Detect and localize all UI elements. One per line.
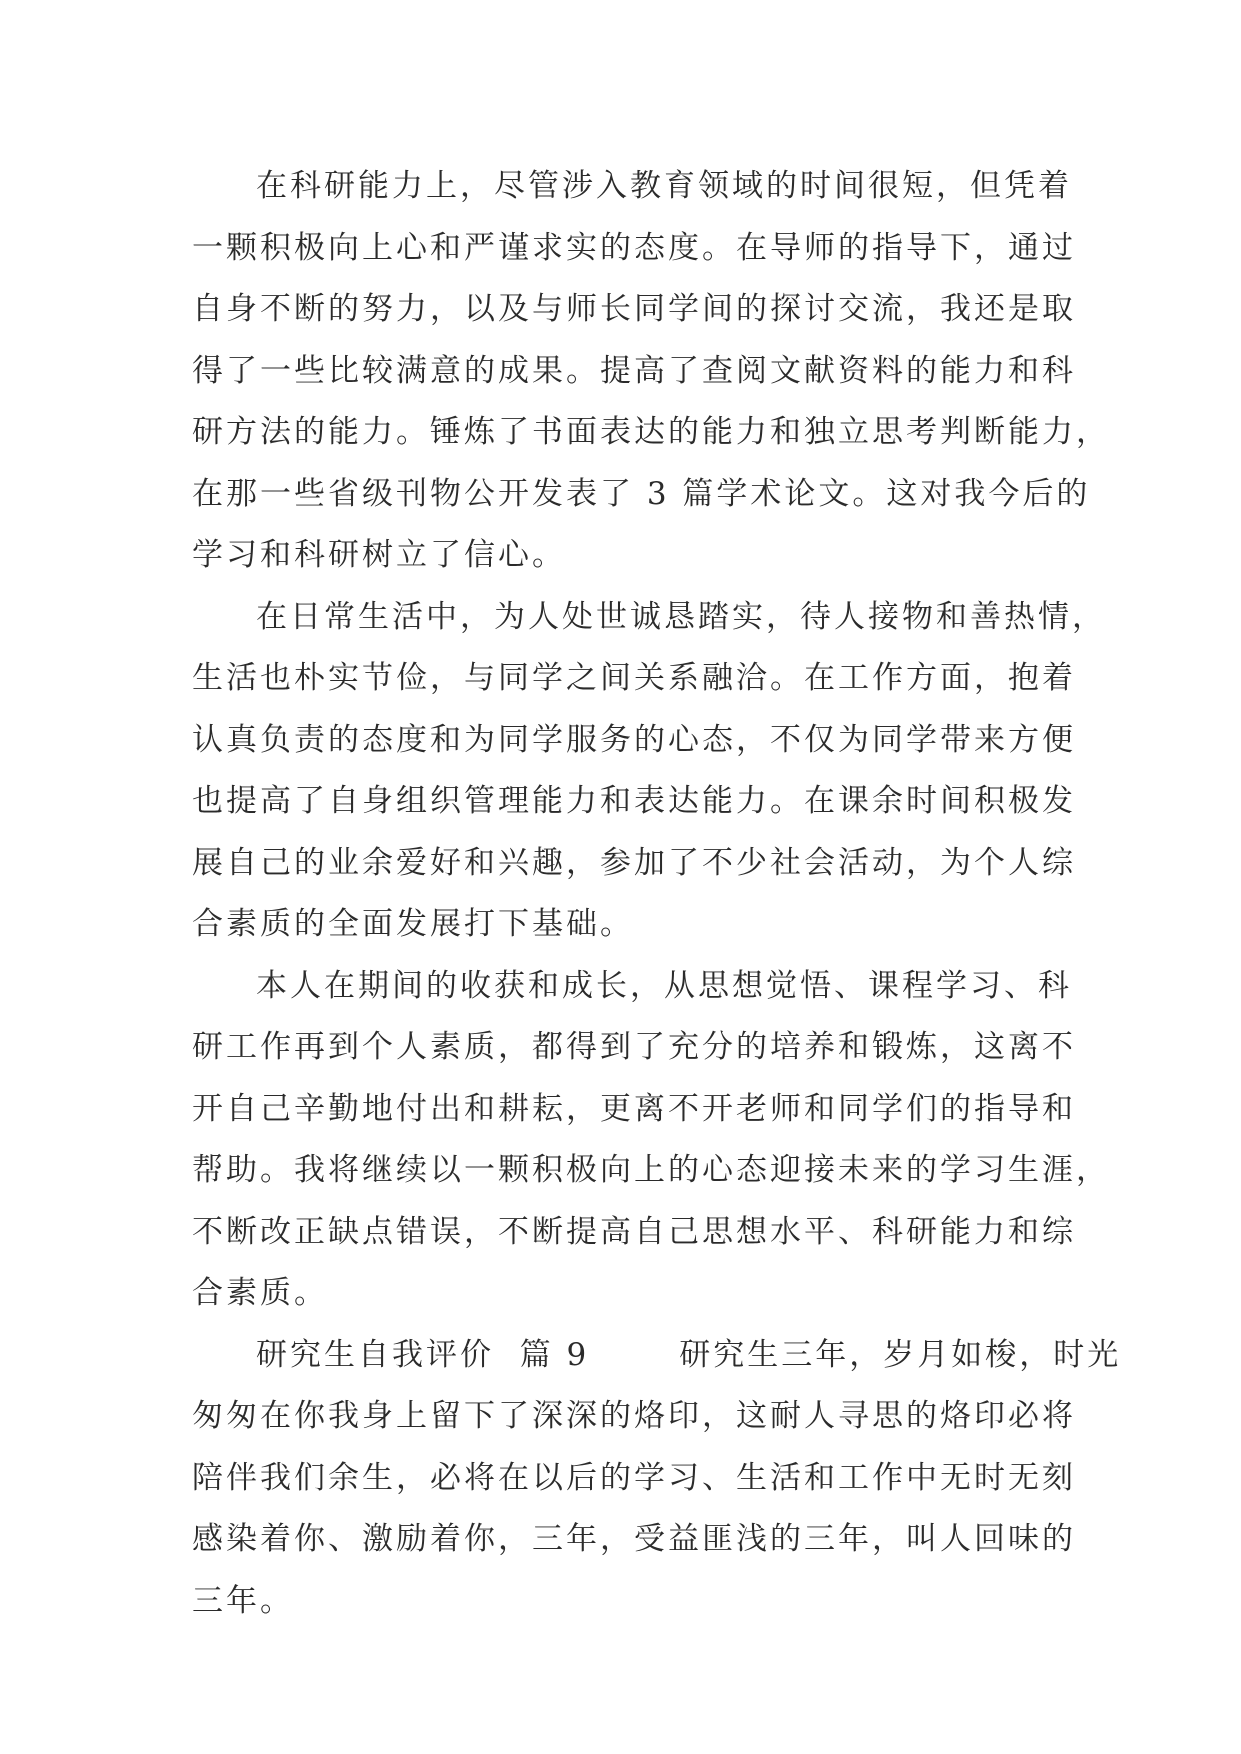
text-line: 在科研能力上，尽管涉入教育领域的时间很短，但凭着 [256,168,1072,204]
text-line: 帮助。我将继续以一颗积极向上的心态迎接未来的学习生涯， [192,1152,1110,1188]
paragraph-daily-life [192,587,1106,956]
text-line: 三年。 [192,1582,294,1619]
text-line: 一颗积极向上心和严谨求实的态度。在导师的指导下，通过 [192,229,1076,266]
paragraph-growth [192,956,1110,1325]
text-line: 得了一些比较满意的成果。提高了查阅文献资料的能力和科 [192,352,1076,389]
paragraph-research-ability [192,156,1110,587]
text-line: 合素质。 [192,1275,328,1311]
text-line: 在那一些省级刊物公开发表了 3 篇学术论文。这对我今后的 [192,475,1091,512]
text-line: 合素质的全面发展打下基础。 [192,906,634,942]
text-line: 不断改正缺点错误，不断提高自己思想水平、科研能力和综 [192,1213,1076,1250]
paragraph-section-9 [192,1325,1122,1633]
text-line: 认真负责的态度和为同学服务的心态，不仅为同学带来方便 [192,721,1076,758]
text-line: 学习和科研树立了信心。 [192,537,566,573]
text-line: 也提高了自身组织管理能力和表达能力。在课余时间积极发 [192,783,1076,819]
text-line: 研方法的能力。锤炼了书面表达的能力和独立思考判断能力， [192,414,1110,450]
text-line: 本人在期间的收获和成长，从思想觉悟、课程学习、科 [256,967,1072,1004]
text-line: 研究生自我评价 篇 9 研究生三年，岁月如梭，时光 [256,1336,1122,1373]
document-body [192,156,1122,1632]
text-line: 自身不断的努力，以及与师长同学间的探讨交流，我还是取 [192,291,1076,327]
text-line: 感染着你、激励着你，三年，受益匪浅的三年，叫人回味的 [192,1521,1076,1557]
text-line: 在日常生活中，为人处世诚恳踏实，待人接物和善热情， [256,598,1106,635]
text-line: 展自己的业余爱好和兴趣，参加了不少社会活动，为个人综 [192,844,1076,881]
text-line: 陪伴我们余生，必将在以后的学习、生活和工作中无时无刻 [192,1459,1076,1496]
text-line: 研工作再到个人素质，都得到了充分的培养和锻炼，这离不 [192,1029,1076,1065]
text-line: 开自己辛勤地付出和耕耘，更离不开老师和同学们的指导和 [192,1090,1076,1127]
text-line: 匆匆在你我身上留下了深深的烙印，这耐人寻思的烙印必将 [192,1398,1076,1434]
text-line: 生活也朴实节俭，与同学之间关系融洽。在工作方面，抱着 [192,660,1076,696]
